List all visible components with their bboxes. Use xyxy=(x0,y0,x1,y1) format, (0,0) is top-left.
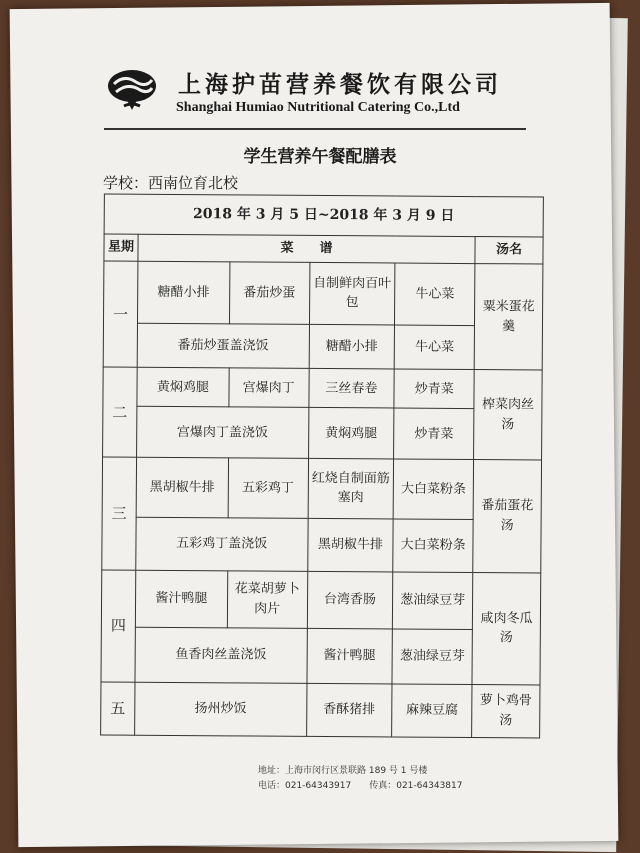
footer-address: 地址：上海市闵行区景联路 189 号 1 号楼 xyxy=(258,766,428,776)
set-meal-cell: 鱼香肉丝盖浇饭 xyxy=(135,627,307,683)
dish-cell: 台湾香肠 xyxy=(307,571,393,629)
dish-cell: 葱油绿豆芽 xyxy=(393,572,473,630)
dish-cell: 黄焖鸡腿 xyxy=(308,408,394,460)
dish-cell: 宫爆肉丁 xyxy=(229,368,309,407)
dish-cell: 酱汁鸭腿 xyxy=(135,570,227,628)
dish-cell: 葱油绿豆芽 xyxy=(392,629,472,685)
column-header-day: 星期 xyxy=(104,234,138,262)
table-row xyxy=(102,457,541,519)
day-cell: 四 xyxy=(101,570,136,682)
table-row xyxy=(101,682,540,738)
set-meal-cell: 番茄炒蛋盖浇饭 xyxy=(137,323,309,369)
day-cell: 二 xyxy=(103,367,138,457)
date-range: 2018 年 3 月 5 日~2018 年 3 月 9 日 xyxy=(104,194,543,237)
day-cell: 三 xyxy=(102,457,137,570)
soup-cell: 咸肉冬瓜汤 xyxy=(472,572,541,685)
dish-cell: 自制鲜肉百叶包 xyxy=(309,263,395,325)
dish-cell: 黄焖鸡腿 xyxy=(137,368,229,407)
footer-contact xyxy=(258,764,462,795)
menu-table xyxy=(100,193,544,738)
dish-cell: 麻辣豆腐 xyxy=(392,684,472,738)
document-title: 学生营养午餐配膳表 xyxy=(243,147,397,167)
soup-cell: 粟米蛋花羹 xyxy=(474,264,543,371)
dish-cell: 红烧自制面筋塞肉 xyxy=(308,459,394,519)
dish-cell: 牛心菜 xyxy=(395,263,475,325)
dish-cell: 糖醋小排 xyxy=(137,262,229,324)
set-meal-cell: 扬州炒饭 xyxy=(135,682,307,736)
date-row xyxy=(104,194,543,237)
company-name-en: Shanghai Humiao Nutritional Catering Co.,Ltd xyxy=(176,100,460,115)
school-name: 学校：西南位育北校 xyxy=(103,174,239,192)
footer-phone: 电话：021-64343917 传真：021-64343817 xyxy=(258,781,463,792)
dish-cell: 牛心菜 xyxy=(394,325,474,370)
dish-cell: 大白菜粉条 xyxy=(393,518,473,572)
soup-cell: 榨菜肉丝汤 xyxy=(474,370,543,460)
column-header-soup: 汤名 xyxy=(475,236,543,264)
day-cell: 一 xyxy=(103,261,138,367)
dish-cell: 炒青菜 xyxy=(394,408,474,460)
table-row xyxy=(103,367,542,409)
dish-cell: 三丝春卷 xyxy=(308,369,394,408)
dish-cell: 香酥猪排 xyxy=(306,683,392,737)
set-meal-cell: 宫爆肉丁盖浇饭 xyxy=(137,406,309,458)
dish-cell: 炒青菜 xyxy=(394,369,474,408)
dish-cell: 大白菜粉条 xyxy=(393,459,473,519)
soup-cell: 萝卜鸡骨汤 xyxy=(472,684,540,738)
dish-cell: 番茄炒蛋 xyxy=(229,262,309,324)
dish-cell: 糖醋小排 xyxy=(309,324,395,370)
header-divider xyxy=(104,128,526,130)
company-logo xyxy=(100,64,164,114)
header-row xyxy=(104,234,543,265)
dish-cell: 花菜胡萝卜肉片 xyxy=(227,570,307,628)
dish-cell: 黑胡椒牛排 xyxy=(136,458,228,518)
day-cell: 五 xyxy=(101,682,135,735)
dish-cell: 五彩鸡丁 xyxy=(228,458,308,518)
table-row xyxy=(101,570,540,630)
column-header-menu: 菜 谱 xyxy=(138,234,475,264)
soup-cell: 番茄蛋花汤 xyxy=(473,460,542,573)
company-name-cn: 上海护苗营养餐饮有限公司 xyxy=(178,71,502,98)
set-meal-cell: 五彩鸡丁盖浇饭 xyxy=(136,517,308,571)
table-row xyxy=(103,261,542,325)
dish-cell: 酱汁鸭腿 xyxy=(306,628,392,684)
dish-cell: 黑胡椒牛排 xyxy=(307,518,393,572)
